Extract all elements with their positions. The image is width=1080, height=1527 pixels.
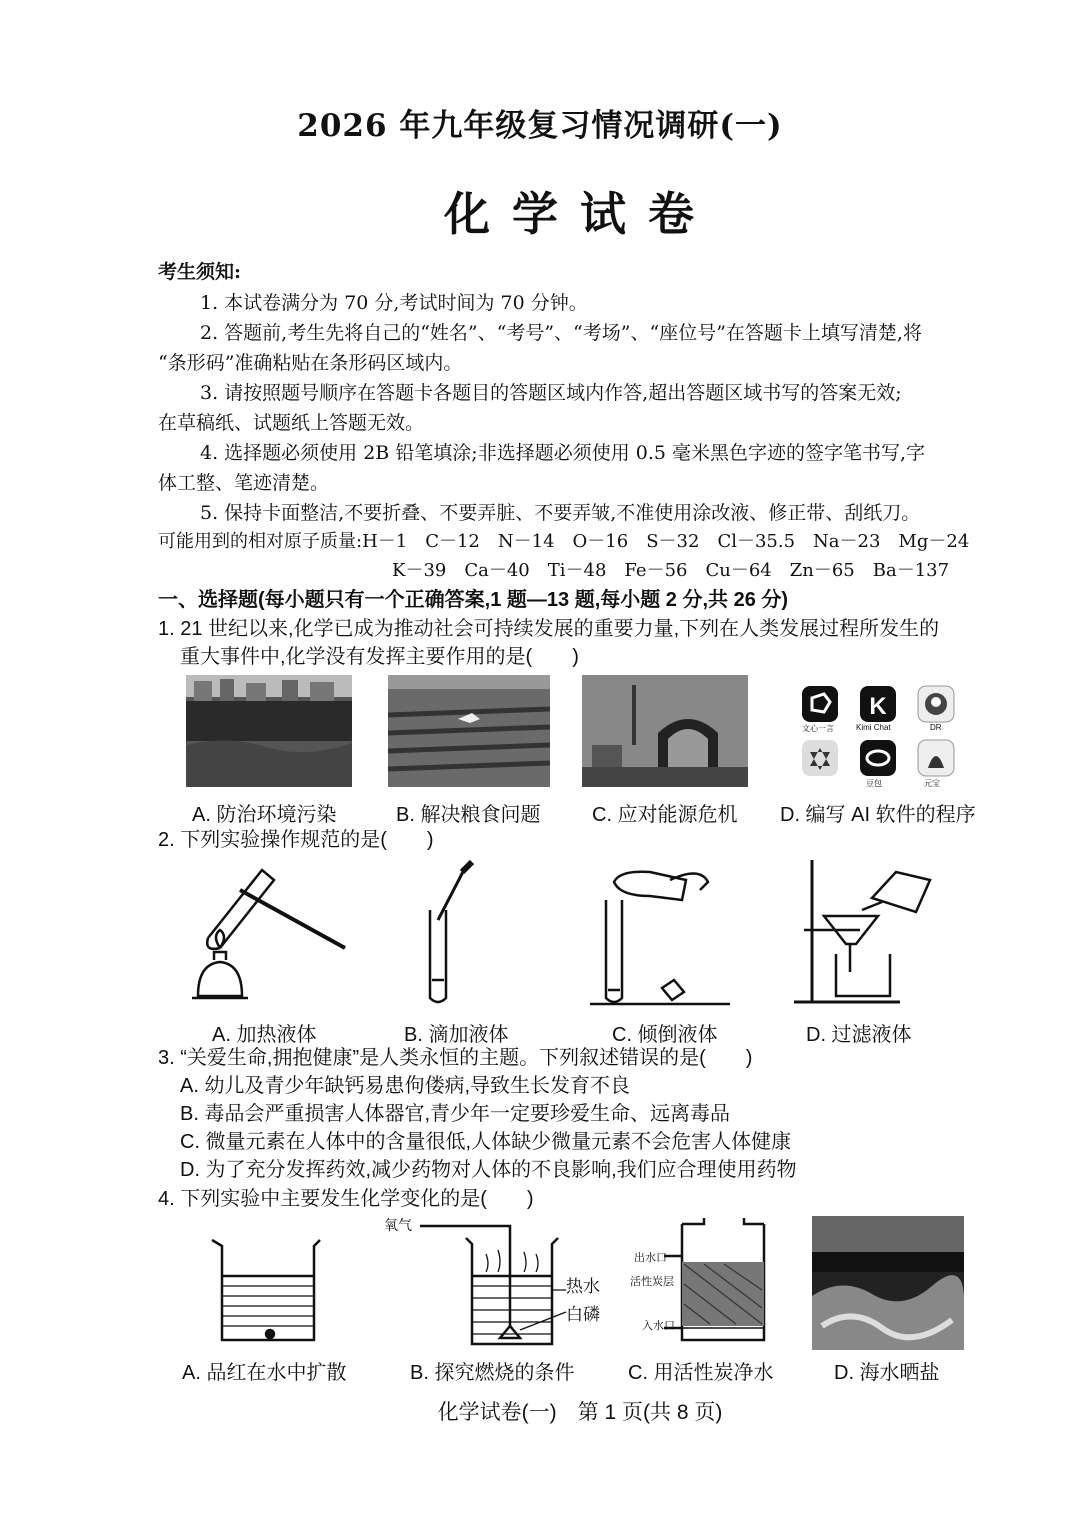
svg-text:K: K: [869, 693, 887, 720]
label-water-outlet: 出水口: [634, 1252, 667, 1264]
q3-option-d: D. 为了充分发挥药效,减少药物对人体的不良影响,我们应合理使用药物: [180, 1159, 797, 1181]
photo-farmland: [388, 675, 550, 787]
label-oxygen: 氧气: [384, 1217, 412, 1233]
diagram-beaker-diffusion: [208, 1236, 328, 1346]
label-hot-water: 热水: [566, 1277, 600, 1296]
question-2-stem: 2. 下列实验操作规范的是( ): [158, 829, 434, 851]
q2-option-b: B. 滴加液体: [404, 1024, 509, 1046]
app-label-wenxin: 文心一言: [802, 724, 834, 733]
app-label-doubao: 豆包: [866, 779, 882, 788]
question-1-stem: 1. 21 世纪以来,化学已成为推动社会可持续发展的重要力量,下列在人类发展过程所发生的: [158, 618, 940, 640]
q2-option-a: A. 加热液体: [212, 1024, 317, 1046]
exam-subtitle: 2026 年九年级复习情况调研(一): [297, 108, 783, 144]
atomic-masses-line-2: K－39 Ca－40 Ti－48 Fe－56 Cu－64 Zn－65 Ba－137: [392, 560, 950, 581]
q4-option-a: A. 品红在水中扩散: [182, 1362, 347, 1384]
question-3-stem: 3. “关爱生命,拥抱健康”是人类永恒的主题。下列叙述错误的是( ): [158, 1047, 753, 1069]
notice-item-2b: “条形码”准确粘贴在条形码区域内。: [158, 352, 463, 374]
photo-power-plant: [582, 675, 748, 787]
q2-option-d: D. 过滤液体: [806, 1024, 912, 1046]
q1-option-d: D. 编写 AI 软件的程序: [780, 804, 976, 826]
diagram-pouring-liquid: [590, 860, 730, 1010]
q3-option-c: C. 微量元素在人体中的含量很低,人体缺少微量元素不会危害人体健康: [180, 1131, 792, 1153]
q1-option-a: A. 防治环境污染: [192, 804, 337, 826]
app-label-dr: DR: [930, 723, 942, 732]
notice-item-5: 5. 保持卡面整洁,不要折叠、不要弄脏、不要弄皱,不准使用涂改液、修正带、刮纸刀。: [200, 502, 921, 524]
question-4-stem: 4. 下列实验中主要发生化学变化的是( ): [158, 1188, 534, 1210]
diagram-dropping-liquid: [410, 860, 490, 1010]
notice-item-4b: 体工整、笔迹清楚。: [158, 472, 330, 494]
diagram-filtering: [790, 858, 940, 1010]
q3-option-b: B. 毒品会严重损害人体器官,青少年一定要珍爱生命、远离毒品: [180, 1103, 731, 1125]
app-label-kimi: Kimi Chat: [856, 723, 891, 732]
question-1-stem-cont: 重大事件中,化学没有发挥主要作用的是( ): [180, 646, 579, 668]
app-label-yuanbao: 元宝: [924, 779, 940, 788]
notice-item-2a: 2. 答题前,考生先将自己的“姓名”、“考号”、“考场”、“座位号”在答题卡上填写清楚,将: [200, 322, 922, 344]
q4-option-d: D. 海水晒盐: [834, 1362, 940, 1384]
section-heading: 一、选择题(每小题只有一个正确答案,1 题—13 题,每小题 2 分,共 26 分): [158, 589, 789, 611]
q4-option-b: B. 探究燃烧的条件: [410, 1362, 575, 1384]
page-footer: 化学试卷(一) 第 1 页(共 8 页): [437, 1401, 723, 1424]
notice-item-3a: 3. 请按照题号顺序在答题卡各题目的答题区域内作答,超出答题区域书写的答案无效;: [200, 382, 902, 404]
q3-option-a: A. 幼儿及青少年缺钙易患佝偻病,导致生长发育不良: [180, 1075, 631, 1097]
notice-heading: 考生须知:: [158, 261, 242, 283]
q1-option-b: B. 解决粮食问题: [396, 804, 541, 826]
exam-title: 化学试卷: [444, 187, 716, 241]
q4-option-c: C. 用活性炭净水: [628, 1362, 774, 1384]
label-white-phosphorus: 白磷: [566, 1305, 600, 1324]
label-activated-carbon: 活性炭层: [630, 1276, 674, 1288]
ai-app-icons: [796, 680, 962, 792]
q2-option-c: C. 倾倒液体: [612, 1024, 718, 1046]
atomic-masses-line-1: 可能用到的相对原子质量:H－1 C－12 N－14 O－16 S－32 Cl－35.5 Na－23 Mg－24: [158, 531, 970, 552]
notice-item-3b: 在草稿纸、试题纸上答题无效。: [158, 412, 425, 434]
photo-sea-salt: [812, 1216, 964, 1350]
label-water-inlet: 入水口: [642, 1320, 675, 1332]
notice-item-1: 1. 本试卷满分为 70 分,考试时间为 70 分钟。: [200, 292, 588, 314]
diagram-carbon-filter: [664, 1216, 780, 1346]
diagram-heating-liquid: [180, 860, 360, 1010]
photo-environment: [186, 675, 352, 787]
q1-option-c: C. 应对能源危机: [592, 804, 738, 826]
notice-item-4a: 4. 选择题必须使用 2B 铅笔填涂;非选择题必须使用 0.5 毫米黑色字迹的签字笔书写,字: [200, 442, 926, 464]
